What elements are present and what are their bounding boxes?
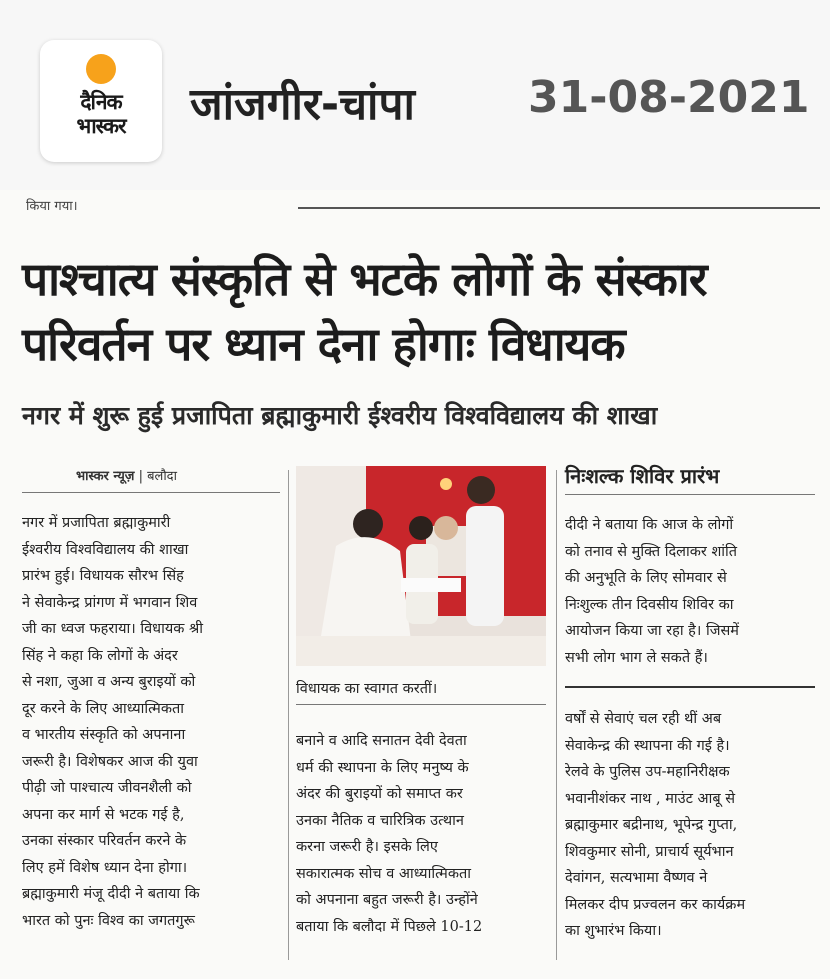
text-line: ब्रह्माकुमार बद्रीनाथ, भूपेन्द्र गुप्ता, bbox=[565, 817, 738, 833]
cutoff-text: किया गया। bbox=[26, 199, 78, 214]
text-line: सिंह ने कहा कि लोगों के अंदर bbox=[22, 647, 178, 664]
column-divider-1 bbox=[288, 470, 289, 960]
subheadline: नगर में शुरू हुई प्रजापिता ब्रह्माकुमारी ईश्वरीय विश्वविद्यालय की शाखा bbox=[22, 401, 658, 430]
text-line: ने सेवाकेन्द्र प्रांगण में भगवान शिव bbox=[22, 594, 198, 611]
text-line: को अपनाना बहुत जरूरी है। उन्होंने bbox=[296, 892, 478, 908]
logo-text-line2: भास्कर bbox=[76, 114, 126, 138]
text-line: मिलकर दीप प्रज्वलन कर कार्यक्रम bbox=[565, 896, 746, 913]
byline-place: बलौदा bbox=[147, 469, 177, 484]
text-line: ईश्वरीय विश्वविद्यालय की शाखा bbox=[22, 541, 189, 558]
text-line: की अनुभूति के लिए सोमवार से bbox=[565, 570, 727, 586]
text-line: बताया कि बलौदा में पिछले 10-12 bbox=[296, 918, 483, 935]
text-line: सभी लोग भाग ले सकते हैं। bbox=[565, 649, 708, 666]
box-column bbox=[565, 512, 815, 671]
text-line: दीदी ने बताया कि आज के लोगों bbox=[565, 517, 734, 533]
text-line: ब्रह्माकुमारी मंजू दीदी ने बताया कि bbox=[22, 886, 200, 902]
text-line: से नशा, जुआ व अन्य बुराइयों को bbox=[22, 674, 196, 690]
text-line: नगर में प्रजापिता ब्रह्माकुमारी bbox=[22, 515, 171, 531]
text-line: दूर करने के लिए आध्यात्मिकता bbox=[22, 700, 185, 717]
box-heading: निःशल्क शिविर प्रारंभ bbox=[565, 464, 720, 488]
app-header bbox=[0, 0, 830, 190]
text-line: व भारतीय संस्कृति को अपनाना bbox=[22, 727, 186, 743]
text-line: निःशुल्क तीन दिवसीय शिविर का bbox=[565, 596, 734, 613]
sun-icon bbox=[86, 54, 116, 84]
logo-text-line1: दैनिक bbox=[80, 90, 122, 114]
text-line: आयोजन किया जा रहा है। जिसमें bbox=[565, 623, 739, 639]
headline-line-1: पाश्चात्य संस्कृति से भटके लोगों के संस्कार bbox=[22, 252, 707, 306]
text-line: भवानीशंकर नाथ , माउंट आबू से bbox=[565, 790, 736, 807]
dainik-bhaskar-logo bbox=[40, 40, 162, 162]
text-line: शिवकुमार सोनी, प्राचार्य सूर्यभान bbox=[565, 843, 734, 860]
text-line: जरूरी है। विशेषकर आज की युवा bbox=[22, 753, 198, 770]
text-line: को तनाव से मुक्ति दिलाकर शांति bbox=[565, 543, 738, 560]
column-1-rule bbox=[22, 492, 280, 493]
text-line: वर्षों से सेवाएं चल रही थीं अब bbox=[565, 711, 722, 727]
text-line: प्रारंभ हुई। विधायक सौरभ सिंह bbox=[22, 568, 184, 584]
box-heading-rule bbox=[565, 494, 815, 495]
photo-illustration bbox=[296, 466, 546, 666]
text-line: लिए हमें विशेष ध्यान देना होगा। bbox=[22, 859, 188, 876]
text-line: का शुभारंभ किया। bbox=[565, 923, 662, 939]
text-line: पीढ़ी जो पाश्चात्य जीवनशैली को bbox=[22, 780, 192, 796]
text-line: धर्म की स्थापना के लिए मनुष्य के bbox=[296, 759, 469, 776]
article-column-2 bbox=[296, 728, 546, 940]
text-line: रेलवे के पुलिस उप-महानिरीक्षक bbox=[565, 764, 730, 780]
text-line: उनका संस्कार परिवर्तन करने के bbox=[22, 833, 187, 849]
byline-separator: | bbox=[138, 469, 148, 484]
text-line: बनाने व आदि सनातन देवी देवता bbox=[296, 733, 467, 749]
box-bottom-rule bbox=[565, 686, 815, 688]
byline bbox=[76, 466, 177, 484]
event-photo bbox=[296, 466, 546, 666]
headline-line-2: परिवर्तन पर ध्यान देना होगाः विधायक bbox=[22, 317, 625, 371]
text-line: भारत को पुनः विश्व का जगतगुरू bbox=[22, 912, 195, 929]
top-rule bbox=[298, 207, 820, 209]
column-2-rule bbox=[296, 704, 546, 705]
text-line: जी का ध्वज फहराया। विधायक श्री bbox=[22, 621, 204, 637]
edition-city: जांजगीर-चांपा bbox=[190, 79, 415, 130]
edition-date: 31-08-2021 bbox=[528, 72, 810, 123]
byline-agency: भास्कर न्यूज़ bbox=[76, 469, 135, 484]
text-line: अपना कर मार्ग से भटक गई है, bbox=[22, 806, 185, 823]
column-divider-2 bbox=[556, 470, 557, 960]
text-line: करना जरूरी है। इसके लिए bbox=[296, 839, 438, 855]
text-line: उनका नैतिक व चारित्रिक उत्थान bbox=[296, 812, 464, 829]
text-line: अंदर की बुराइयों को समाप्त कर bbox=[296, 786, 463, 802]
article-column-1 bbox=[22, 510, 280, 934]
text-line: सेवाकेन्द्र की स्थापना की गई है। bbox=[565, 737, 730, 754]
article-column-3 bbox=[565, 706, 815, 945]
text-line: देवांगन, सत्यभामा वैष्णव ने bbox=[565, 870, 708, 886]
photo-caption: विधायक का स्वागत करतीं। bbox=[296, 681, 438, 697]
text-line: सकारात्मक सोच व आध्यात्मिकता bbox=[296, 865, 472, 882]
